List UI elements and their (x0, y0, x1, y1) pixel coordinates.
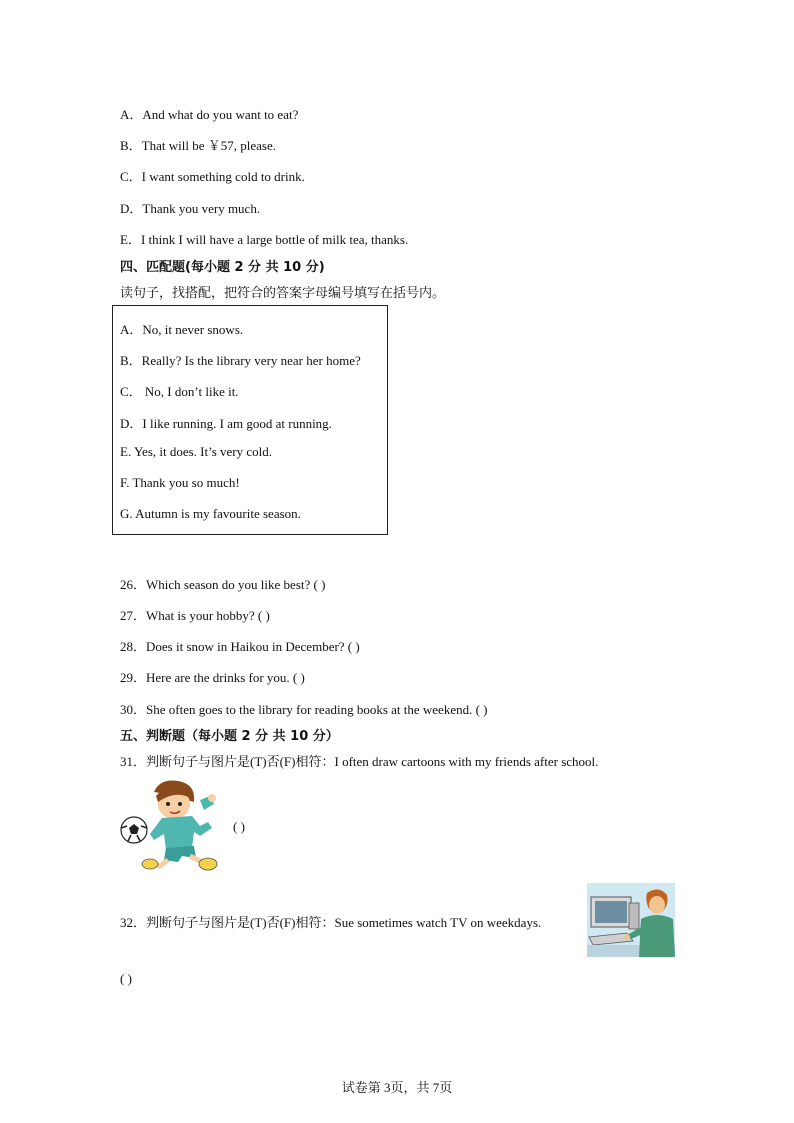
box-option-c: C． No, I don’t like it. (120, 384, 239, 399)
question-28: 28．Does it snow in Haikou in December? ( ) (120, 639, 360, 654)
page-footer: 试卷第 3页，共 7页 (341, 1080, 453, 1095)
question-29: 29．Here are the drinks for you. ( ) (120, 670, 305, 685)
question-26: 26．Which season do you like best? ( ) (120, 577, 326, 592)
question-32: 32．判断句子与图片是(T)否(F)相符：Sue sometimes watch TV on weekdays. (120, 915, 542, 930)
option-b: B．That will be ￥57, please. (120, 138, 276, 153)
option-e: E．I think I will have a large bottle of milk tea, thanks. (120, 232, 409, 247)
box-option-d: D．I like running. I am good at running. (120, 416, 332, 431)
question-30: 30．She often goes to the library for reading books at the weekend. ( ) (120, 702, 488, 717)
question-27: 27．What is your hobby? ( ) (120, 608, 270, 623)
question-32-answer-paren: ( ) (120, 971, 132, 986)
boy-soccer-picture (116, 778, 228, 874)
option-a: A．And what do you want to eat? (120, 107, 299, 122)
box-option-b: B．Really? Is the library very near her home? (120, 353, 361, 368)
option-c: C．I want something cold to drink. (120, 169, 305, 184)
matching-options-box (112, 305, 388, 535)
option-d: D．Thank you very much. (120, 201, 261, 216)
box-option-a: A．No, it never snows. (120, 322, 244, 337)
box-option-g: G. Autumn is my favourite season. (120, 506, 301, 521)
section5-heading: 五、判断题（每小题 2 分 共 10 分） (120, 729, 339, 744)
computer-user-picture (587, 883, 675, 957)
section4-heading: 四、匹配题(每小题 2 分 共 10 分) (120, 260, 325, 275)
section4-instruction: 读句子，找搭配，把符合的答案字母编号填写在括号内。 (120, 286, 446, 301)
question-31: 31．判断句子与图片是(T)否(F)相符：I often draw cartoons with my friends after school. (120, 754, 599, 769)
box-option-f: F. Thank you so much! (120, 475, 240, 490)
question-31-answer-paren: ( ) (233, 819, 245, 834)
box-option-e: E. Yes, it does. It’s very cold. (120, 444, 273, 459)
